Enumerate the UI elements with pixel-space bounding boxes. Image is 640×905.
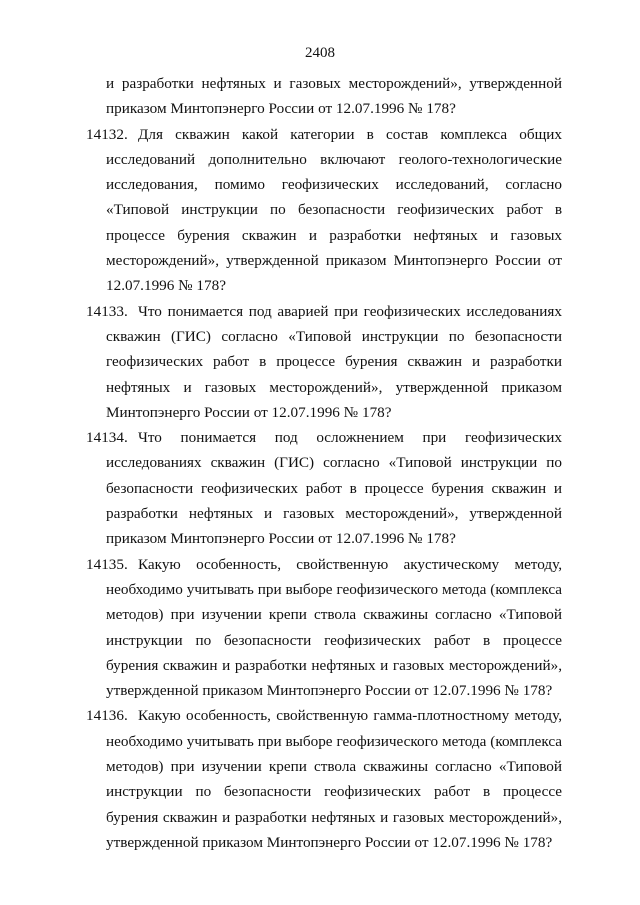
question-number: 14133. — [86, 302, 128, 320]
question-number: 14136. — [86, 707, 128, 725]
question-text: Что понимается под аварией при геофизических исследованиях скважин (ГИС) согласно «Типовой инструкции по безопасности геофизических работ в процессе бурения скважин и разработки нефтяных и газовых месторождений», утвержденной приказом Минтопэнерго России от 12.07.1996 № 178? — [106, 302, 562, 421]
question-item-14136 — [86, 703, 562, 855]
question-text: Какую особенность, свойственную акустическому методу, необходимо учитывать при выборе геофизического метода (комплекса методов) при изучении крепи ствола скважины согласно «Типовой инструкции по безопасности геофизических работ в процессе бурения скважин и разработки нефтяных и газовых месторождений», утвержденной приказом Минтопэнерго России от 12.07.1996 № 178? — [106, 555, 562, 700]
question-text: Для скважин какой категории в состав комплекса общих исследований дополнительно включают геолого-технологические исследования, помимо геофизических исследований, согласно «Типовой инструкции по безопасности геофизических работ в процессе бурения скважин и разработки нефтяных и газовых месторождений», утвержденной приказом Минтопэнерго России от 12.07.1996 № 178? — [106, 125, 562, 295]
question-number: 14135. — [86, 555, 128, 573]
question-item-14133 — [86, 299, 562, 425]
question-text: и разработки нефтяных и газовых месторождений», утвержденной приказом Минтопэнерго России от 12.07.1996 № 178? — [106, 75, 562, 118]
question-number: 14134. — [86, 429, 128, 447]
question-item-14132 — [86, 122, 562, 299]
question-continuation — [86, 71, 562, 122]
question-item-14134 — [86, 425, 562, 551]
question-text: Какую особенность, свойственную гамма-плотностному методу, необходимо учитывать при выборе геофизического метода (комплекса методов) при изучении крепи ствола скважины согласно «Типовой инструкции по безопасности геофизических работ в процессе бурения скважин и разработки нефтяных и газовых месторождений», утвержденной приказом Минтопэнерго России от 12.07.1996 № 178? — [106, 707, 562, 851]
question-text: Что понимается под осложнением при геофизических исследованиях скважин (ГИС) согласно «Типовой инструкции по безопасности геофизических работ в процессе бурения скважин и разработки нефтяных и газовых месторождений», утвержденной приказом Минтопэнерго России от 12.07.1996 № 178? — [106, 429, 562, 548]
question-list — [86, 71, 562, 855]
question-number: 14132. — [86, 125, 128, 143]
question-item-14135 — [86, 552, 562, 704]
page-number: 2408 — [305, 45, 335, 61]
